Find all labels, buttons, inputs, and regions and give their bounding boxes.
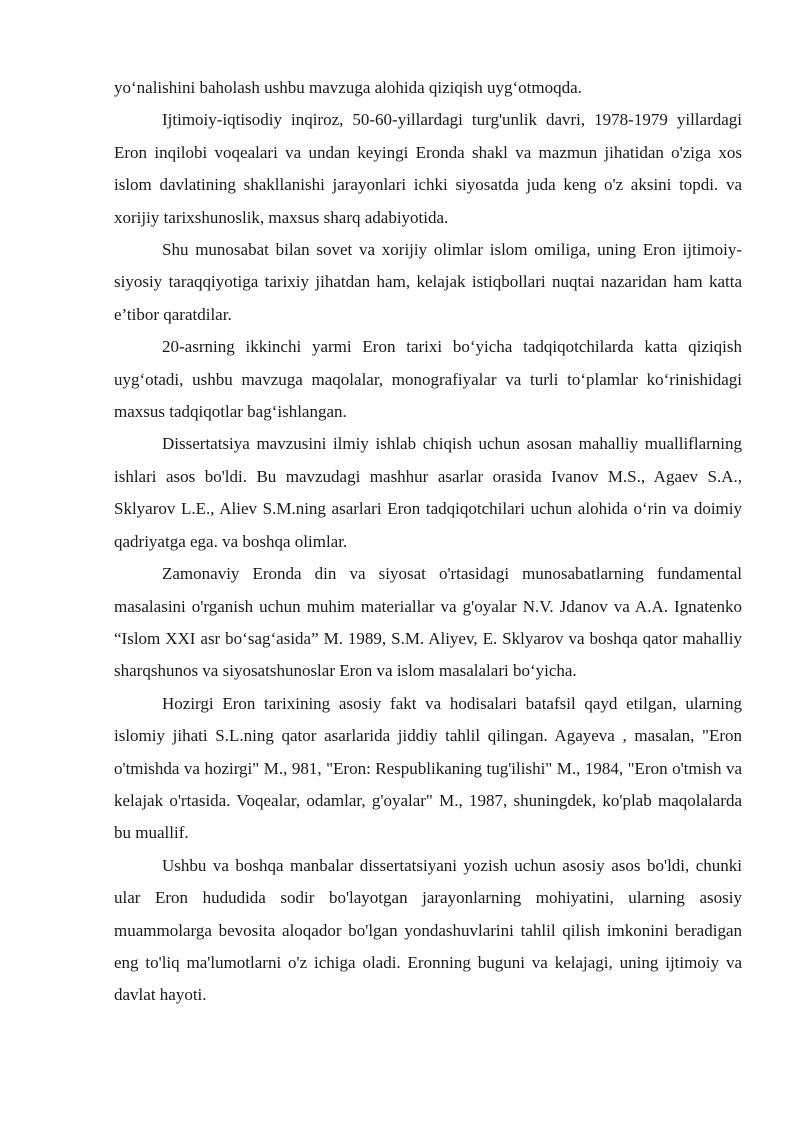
paragraph: Dissertatsiya mavzusini ilmiy ishlab chiqish uchun asosan mahalliy mualliflarning ishlari asos bo'ldi. Bu mavzudagi mashhur asarlar orasida Ivanov M.S., Agaev S.A., Sklyarov L.E., Aliev S.M.ning asarlari Eron tadqiqotchilari uchun alohida oʻrin va doimiy qadriyatga ega. va boshqa olimlar. (114, 434, 742, 551)
paragraph: Ijtimoiy-iqtisodiy inqiroz, 50-60-yillardagi turg'unlik davri, 1978-1979 yillardagi Eron inqilobi voqealari va undan keyingi Eronda shakl va mazmun jihatidan o'ziga xos islom davlatining shakllanishi jarayonlari ichki siyosatda juda keng o'z aksini topdi. va xorijiy tarixshunoslik, maxsus sharq adabiyotida. (114, 110, 742, 227)
paragraph-continuation: yoʻnalishini baholash ushbu mavzuga alohida qiziqish uygʻotmoqda. (114, 78, 582, 97)
paragraph: Zamonaviy Eronda din va siyosat o'rtasidagi munosabatlarning fundamental masalasini o'rganish uchun muhim materiallar va g'oyalar N.V. Jdanov va A.A. Ignatenko “Islom XXI asr boʻsagʻasida” M. 1989, S.M. Aliyev, E. Sklyarov va boshqa qator mahalliy sharqshunos va siyosatshunoslar Eron va islom masalalari boʻyicha. (114, 564, 742, 681)
paragraph: Ushbu va boshqa manbalar dissertatsiyani yozish uchun asosiy asos bo'ldi, chunki ular Eron hududida sodir bo'layotgan jarayonlarning mohiyatini, ularning asosiy muammolarga bevosita aloqador bo'lgan yondashuvlarini tahlil qilish imkonini beradigan eng to'liq ma'lumotlarni o'z ichiga oladi. Eronning buguni va kelajagi, uning ijtimoiy va davlat hayoti. (114, 855, 742, 1005)
paragraph: Shu munosabat bilan sovet va xorijiy olimlar islom omiliga, uning Eron ijtimoiy-siyosiy taraqqiyotiga tarixiy jihatdan ham, kelajak istiqbollari nuqtai nazaridan ham katta e’tibor qaratdilar. (114, 240, 742, 324)
paragraph: 20-asrning ikkinchi yarmi Eron tarixi boʻyicha tadqiqotchilarda katta qiziqish uygʻotadi, ushbu mavzuga maqolalar, monografiyalar va turli toʻplamlar koʻrinishidagi maxsus tadqiqotlar bagʻishlangan. (114, 337, 742, 422)
paragraph: Hozirgi Eron tarixining asosiy fakt va hodisalari batafsil qayd etilgan, ularning islomiy jihati S.L.ning qator asarlarida jiddiy tahlil qilingan. Agayeva , masalan, "Eron o'tmishda va hozirgi" M., 981, "Eron: Respublikaning tug'ilishi" M., 1984, "Eron o'tmish va kelajak o'rtasida. Voqealar, odamlar, g'oyalar" M., 1987, shuningdek, ko'plab maqolalarda bu muallif. (114, 693, 742, 843)
document-page (114, 72, 742, 1012)
